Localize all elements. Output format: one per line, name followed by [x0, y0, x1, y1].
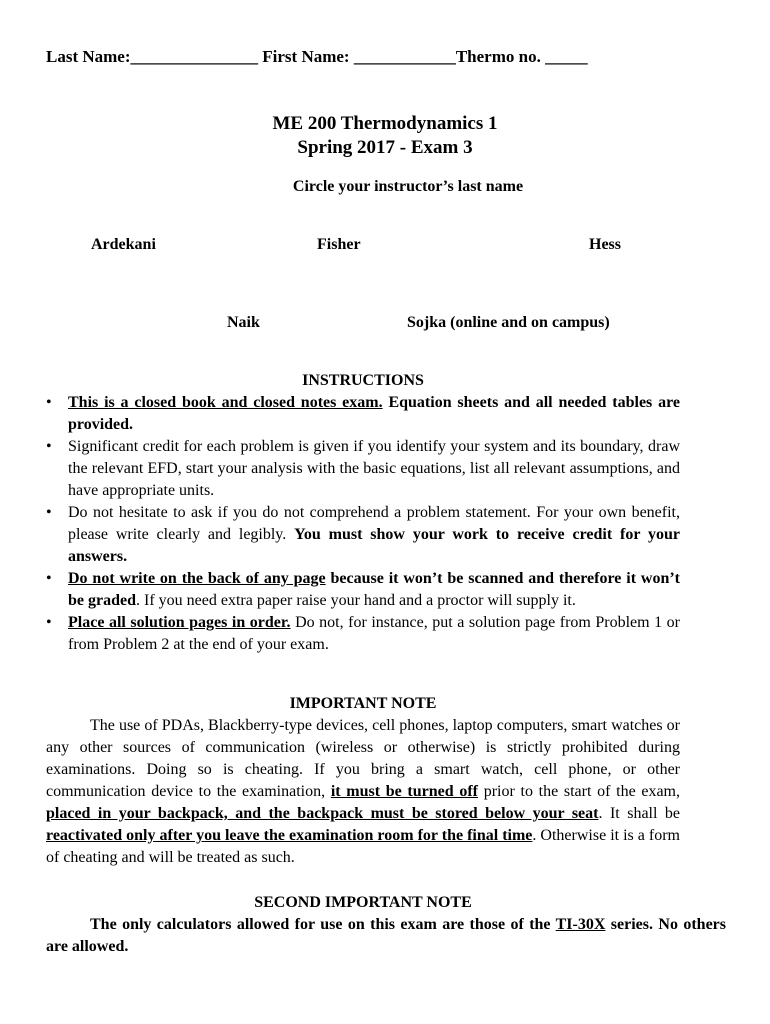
bullet-icon: • [46, 394, 52, 411]
instructions-heading: INSTRUCTIONS [302, 372, 424, 389]
instructor-ardekani[interactable]: Ardekani [91, 236, 156, 253]
important-note-section [46, 693, 680, 869]
instruction-item: • Do not hesitate to ask if you do not comprehend a problem statement. For your own benefit, please write clearly and legibly. You must show your work to receive credit for your answers. [46, 504, 680, 565]
circle-instructor-prompt: Circle your instructor’s last name [292, 178, 524, 195]
important-note-body: The use of PDAs, Blackberry-type devices, cell phones, laptop computers, smart watches or any other sources of communication (wireless or otherwise) is strictly prohibited during examinations. Doing so is cheating. If you bring a smart watch, cell phone, or other communication device to the examination, it must be turned off prior to the start of the exam, placed in your backpack, and the backpack must be stored below your seat. It shall be reactivated only after you leave the examination room for the final time. Otherwise it is a form of cheating and will be treated as such. [46, 717, 681, 866]
instruction-item: • Place all solution pages in order. Do not, for instance, put a solution page from Problem 1 or from Problem 2 at the end of your exam. [46, 614, 681, 653]
instructor-fisher[interactable]: Fisher [317, 236, 361, 253]
instruction-item: • Significant credit for each problem is given if you identify your system and its boundary, draw the relevant EFD, start your analysis with the basic equations, list all relevant assumptions, and have appropriate units. [46, 438, 680, 499]
bullet-icon: • [46, 570, 52, 587]
instructor-naik[interactable]: Naik [227, 314, 260, 331]
instruction-item: • Do not write on the back of any page because it won’t be scanned and therefore it won’t be graded. If you need extra paper raise your hand and a proctor will supply it. [46, 570, 681, 609]
important-note-heading: IMPORTANT NOTE [289, 695, 437, 712]
student-info-line [46, 47, 588, 67]
second-note-heading: SECOND IMPORTANT NOTE [254, 894, 472, 911]
instruction-item: • This is a closed book and closed notes exam. Equation sheets and all needed tables are provided. [46, 394, 681, 433]
bullet-icon: • [46, 614, 52, 631]
bullet-icon: • [46, 438, 52, 455]
last-name-field[interactable]: Last Name:_______________ [46, 47, 259, 66]
thermo-number-field[interactable]: Thermo no. _____ [455, 47, 588, 66]
bullet-icon: • [46, 504, 52, 521]
instructions-list [46, 392, 680, 656]
instructor-sojka[interactable]: Sojka (online and on campus) [407, 314, 610, 331]
exam-title: Spring 2017 - Exam 3 [297, 137, 473, 158]
instructions-section [46, 370, 680, 656]
first-name-field[interactable]: First Name: ____________ [262, 47, 456, 66]
instructor-hess[interactable]: Hess [589, 236, 621, 253]
second-note-section [46, 892, 726, 958]
second-note-body: The only calculators allowed for use on this exam are those of the TI-30X series. No others are allowed. [46, 916, 726, 955]
course-title: ME 200 Thermodynamics 1 [272, 113, 498, 134]
